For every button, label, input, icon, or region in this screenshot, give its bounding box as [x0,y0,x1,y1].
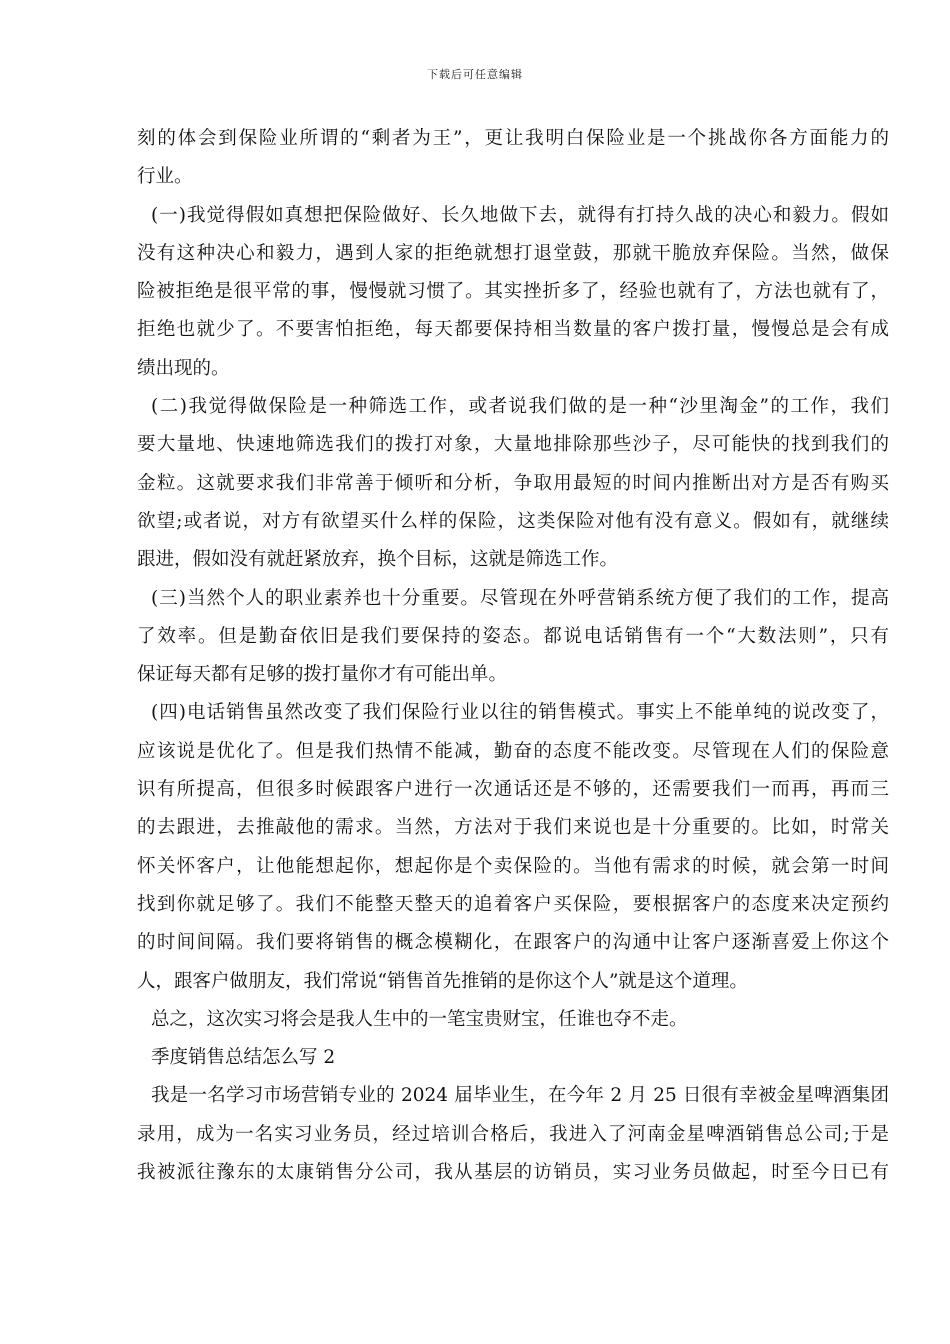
text-line: 保证每天都有足够的拨打量你才有可能出单。 [137,664,508,686]
text-line: (三)当然个人的职业素养也十分重要。尽管现在外呼营销系统方便了我们的工作，提高 [151,587,889,609]
text-line: 跟进，假如没有就赶紧放弃，换个目标，这就是筛选工作。 [137,549,619,571]
text-line: 我是一名学习市场营销专业的 2024 届毕业生，在今年 2 月 25 日很有幸被金星啤酒集团 [151,1085,889,1107]
text-line: 人，跟客户做朋友，我们常说“销售首先推销的是你这个人”就是这个道理。 [137,970,748,992]
text-line: 了效率。但是勤奋依旧是我们要保持的姿态。都说电话销售有一个“大数法则”，只有 [137,625,889,647]
text-line: 总之，这次实习将会是我人生中的一笔宝贵财宝，任谁也夺不走。 [151,1008,688,1030]
text-line: 刻的体会到保险业所谓的“剩者为王”，更让我明白保险业是一个挑战你各方面能力的 [137,128,889,149]
text-line: 要大量地、快速地筛选我们的拨打对象，大量地排除那些沙子，尽可能快的找到我们的 [137,434,889,456]
text-line: 欲望;或者说，对方有欲望买什么样的保险，这类保险对他有没有意义。假如有，就继续 [137,510,889,532]
text-line: (一)我觉得假如真想把保险做好、长久地做下去，就得有打持久战的决心和毅力。假如 [151,204,889,226]
text-line: 绩出现的。 [137,357,230,379]
text-line: 应该说是优化了。但是我们热情不能减，勤奋的态度不能改变。尽管现在人们的保险意 [137,740,889,762]
text-line: 的时间间隔。我们要将销售的概念模糊化，在跟客户的沟通中让客户逐渐喜爱上你这个 [137,932,889,954]
text-line: 金粒。这就要求我们非常善于倾听和分析，争取用最短的时间内推断出对方是否有购买 [137,472,889,494]
text-line: 我被派往豫东的太康销售分公司，我从基层的访销员，实习业务员做起，时至今日已有 [137,1162,889,1184]
page-header: 下载后可任意编辑 [427,68,523,81]
text-line: 找到你就足够了。我们不能整天整天的追着客户买保险，要根据客户的态度来决定预约 [137,893,889,915]
text-line: (四)电话销售虽然改变了我们保险行业以往的销售模式。事实上不能单纯的说改变了， [151,702,889,724]
text-line: 行业。 [137,166,193,188]
document-body [137,120,889,1192]
text-line: 的去跟进，去推敲他的需求。当然，方法对于我们来说也是十分重要的。比如，时常关 [137,817,889,839]
text-line: (二)我觉得做保险是一种筛选工作，或者说我们做的是一种“沙里淘金”的工作，我们 [151,396,889,418]
text-line: 季度销售总结怎么写 2 [151,1047,336,1069]
text-line: 险被拒绝是很平常的事，慢慢就习惯了。其实挫折多了，经验也就有了，方法也就有了， [137,281,889,303]
text-line: 怀关怀客户，让他能想起你，想起你是个卖保险的。当他有需求的时候，就会第一时间 [137,855,889,877]
text-line: 识有所提高，但很多时候跟客户进行一次通话还是不够的，还需要我们一而再，再而三 [137,779,889,801]
text-line: 拒绝也就少了。不要害怕拒绝，每天都要保持相当数量的客户拨打量，慢慢总是会有成 [137,319,889,341]
text-line: 录用，成为一名实习业务员，经过培训合格后，我进入了河南金星啤酒销售总公司;于是 [137,1123,889,1145]
text-line: 没有这种决心和毅力，遇到人家的拒绝就想打退堂鼓，那就干脆放弃保险。当然，做保 [137,242,889,264]
